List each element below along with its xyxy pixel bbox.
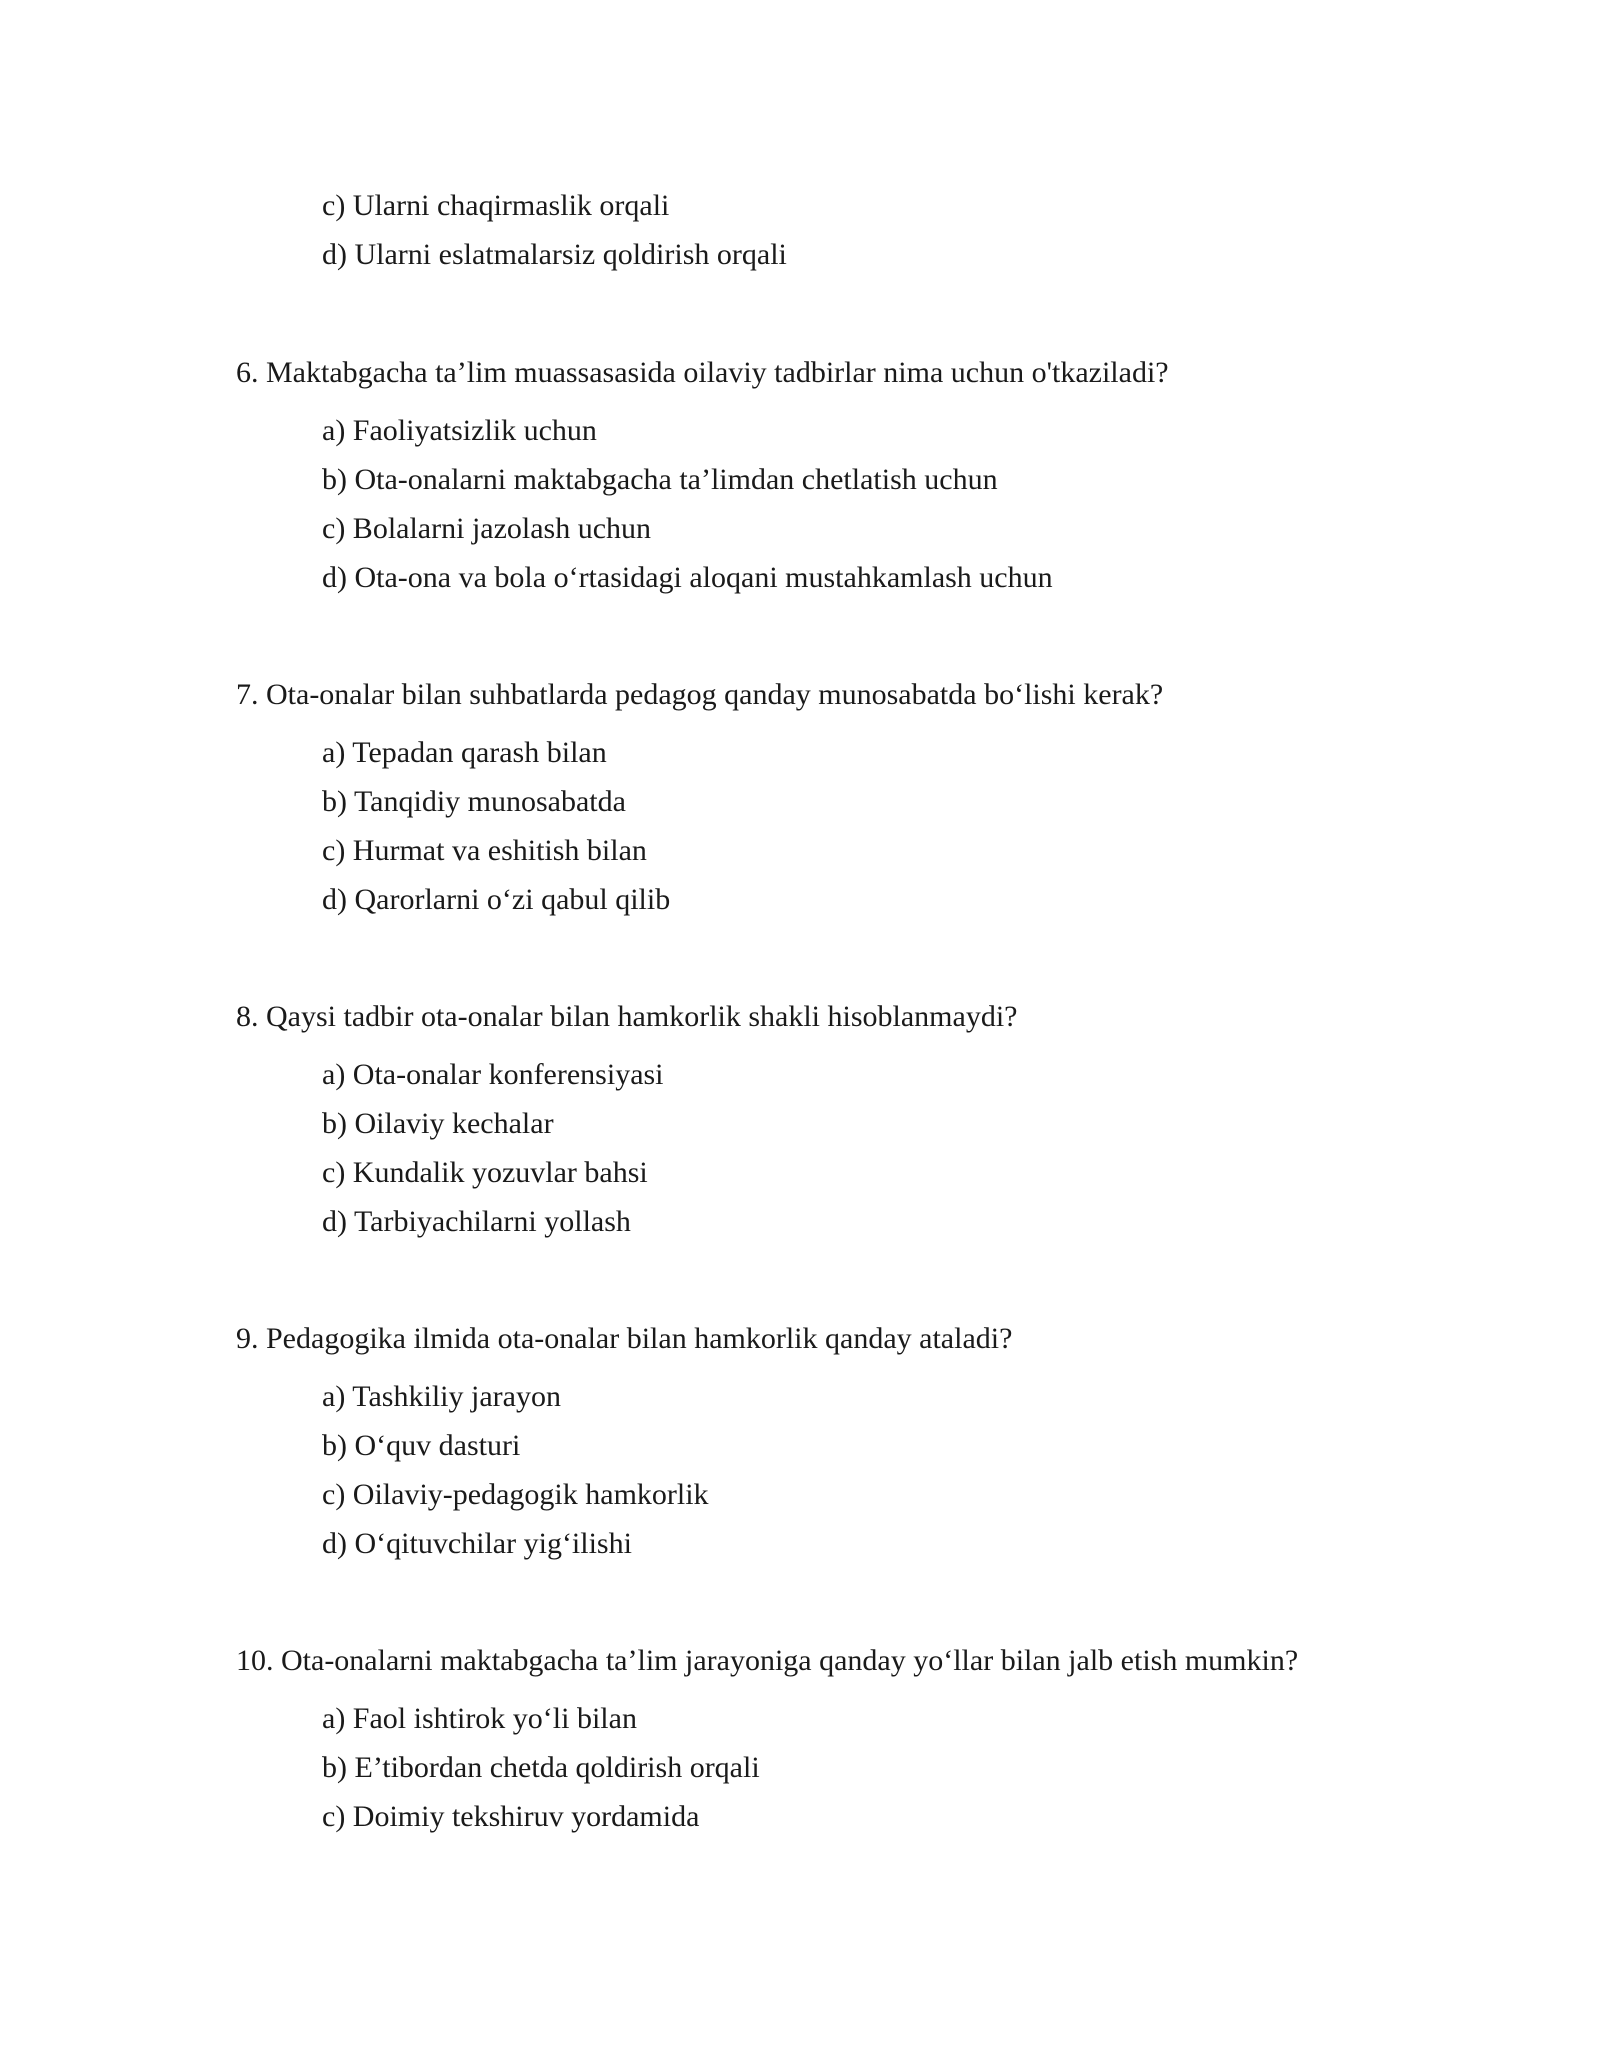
- option-item: b) E’tibordan chetda qoldirish orqali: [322, 1751, 760, 1784]
- question-text: 7. Ota-onalar bilan suhbatlarda pedagog qanday munosabatda bo‘lishi kerak?: [236, 678, 1164, 711]
- option-item: d) Tarbiyachilarni yollash: [322, 1205, 631, 1238]
- option-item: d) Qarorlarni o‘zi qabul qilib: [322, 883, 671, 916]
- question-text: 8. Qaysi tadbir ota-onalar bilan hamkorlik shakli hisoblanmaydi?: [236, 1000, 1018, 1033]
- option-item: a) Faol ishtirok yo‘li bilan: [322, 1702, 637, 1735]
- option-item: c) Doimiy tekshiruv yordamida: [322, 1800, 700, 1833]
- option-item: d) Ularni eslatmalarsiz qoldirish orqali: [322, 238, 787, 271]
- option-item: a) Tepadan qarash bilan: [322, 736, 607, 769]
- option-item: c) Ularni chaqirmaslik orqali: [322, 189, 670, 222]
- option-item: d) Ota-ona va bola o‘rtasidagi aloqani mustahkamlash uchun: [322, 561, 1053, 594]
- option-item: c) Oilaviy-pedagogik hamkorlik: [322, 1478, 709, 1511]
- question-text: 9. Pedagogika ilmida ota-onalar bilan hamkorlik qanday ataladi?: [236, 1322, 1013, 1355]
- option-item: b) Oilaviy kechalar: [322, 1107, 554, 1140]
- question-text: 6. Maktabgacha ta’lim muassasasida oilaviy tadbirlar nima uchun o'tkaziladi?: [236, 356, 1169, 389]
- option-item: c) Bolalarni jazolash uchun: [322, 512, 652, 545]
- option-item: b) Ota-onalarni maktabgacha ta’limdan chetlatish uchun: [322, 463, 998, 496]
- option-item: a) Tashkiliy jarayon: [322, 1380, 561, 1413]
- option-item: a) Ota-onalar konferensiyasi: [322, 1058, 664, 1091]
- question-text: 10. Ota-onalarni maktabgacha ta’lim jarayoniga qanday yo‘llar bilan jalb etish mumkin?: [236, 1644, 1299, 1677]
- option-item: c) Kundalik yozuvlar bahsi: [322, 1156, 648, 1189]
- option-item: a) Faoliyatsizlik uchun: [322, 414, 597, 447]
- option-item: c) Hurmat va eshitish bilan: [322, 834, 647, 867]
- option-item: b) O‘quv dasturi: [322, 1429, 521, 1462]
- option-item: b) Tanqidiy munosabatda: [322, 785, 626, 818]
- option-item: d) O‘qituvchilar yig‘ilishi: [322, 1527, 632, 1560]
